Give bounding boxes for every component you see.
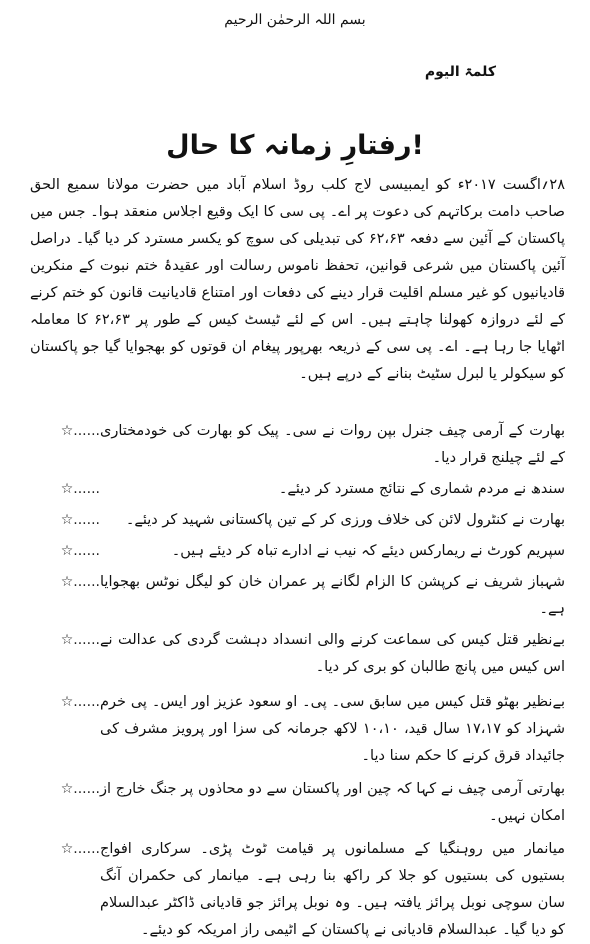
bullet-text: سپریم کورٹ نے ریمارکس دیئے کہ نیب نے ادارے تباہ کر دیئے ہیں۔ — [171, 543, 565, 559]
intro-paragraph: ۲۸؍اگست ۲۰۱۷ء کو ایمبیسی لاج کلب روڈ اسلام آباد میں حضرت مولانا سمیع الحق صاحب دامت برکاتہم کی دعوت پر اے۔ پی سی کا ایک وقیع اجلاس منعقد ہوا۔ جس میں پاکستان کے آئین سے دفعہ ۶۲،۶۳ کی تبدیلی کی سوچ کو یکسر مسترد کر دیا گیا۔ دراصل آئین پاکستان میں شرعی قوانین، تحفظ ناموس رسالت اور عقیدۂ ختم نبوت کے منکرین قادیانیوں کو غیر مسلم اقلیت قرار دینے کی دفعات اور امتناع قادیانیت قانون کو ختم کرنے کے لئے دروازہ کھولنا چاہتے ہیں۔ اس کے لئے ٹیسٹ کیس کے طور پر ۶۲،۶۳ کا معاملہ اٹھایا جا رہا ہے۔ اے۔ پی سی کے ذریعہ بھرپور پیغام ان قوتوں کو بھجوایا گیا جو پاکستان کو سیکولر یا لبرل سٹیٹ بنانے کے درپے ہیں۔ — [30, 177, 565, 382]
news-bullet-item — [30, 689, 565, 770]
star-icon: ☆...... — [60, 512, 100, 528]
news-bullet-item — [30, 418, 565, 472]
star-icon: ☆...... — [60, 481, 100, 497]
news-bullet-item — [30, 627, 565, 681]
news-bullet-item — [30, 507, 565, 534]
bullet-text: میانمار میں روہنگیا کے مسلمانوں پر قیامت ٹوٹ پڑی۔ سرکاری افواج بستیوں کی بستیوں کو جلا کر راکھ بنا رہی ہے۔ میانمار کی حکمران آنگ سان سوچی نوبل پرائز یافتہ ہیں۔ وہ نوبل پرائز جو قادیانی ڈاکٹر عبدالسلام کو دیا گیا۔ عبدالسلام قادیانی نے پاکستان کے اٹیمی راز امریکہ کو دیئے۔ — [100, 841, 565, 938]
bullet-text: بھارت نے کنٹرول لائن کی خلاف ورزی کر کے تین پاکستانی شہید کر دیئے۔ — [125, 512, 565, 528]
bullet-text: بھارتی آرمی چیف نے کہا کہ چین اور پاکستان سے دو محاذوں پر جنگ خارج از امکان نہیں۔ — [100, 781, 565, 824]
star-icon: ☆...... — [60, 694, 100, 710]
star-icon: ☆...... — [60, 574, 100, 590]
star-icon: ☆...... — [60, 841, 100, 857]
star-icon: ☆...... — [60, 543, 100, 559]
news-bullet-item — [30, 476, 565, 503]
news-bullet-item — [30, 538, 565, 565]
bullet-text: سندھ نے مردم شماری کے نتائج مسترد کر دیئے۔ — [278, 481, 565, 497]
news-bullet-item — [30, 836, 565, 944]
news-bullet-item — [30, 776, 565, 830]
bullet-text: شہباز شریف نے کرپشن کا الزام لگانے پر عمران خان کو لیگل نوٹس بھجوایا ہے۔ — [100, 574, 565, 617]
news-bullet-list — [30, 418, 565, 944]
star-icon: ☆...... — [60, 423, 100, 439]
news-bullet-item — [30, 569, 565, 623]
bismillah-heading: بسم اللہ الرحمٰن الرحیم — [224, 12, 366, 28]
star-icon: ☆...... — [60, 632, 100, 648]
column-name: کلمۃ الیوم — [424, 64, 496, 80]
page-title: رفتارِ زمانہ کا حال! — [166, 130, 424, 162]
bullet-text: بےنظیر قتل کیس کی سماعت کرنے والی انسداد دہشت گردی کی عدالت نے اس کیس میں پانچ طالبان کو بری کر دیا۔ — [100, 632, 565, 675]
bullet-text: بےنظیر بھٹو قتل کیس میں سابق سی۔ پی۔ او سعود عزیز اور ایس۔ پی خرم شہزاد کو ۱۷،۱۷ سال قید، ۱۰،۱۰ لاکھ جرمانہ کی سزا اور پرویز مشرف کی جائیداد قرق کرنے کا حکم سنا دیا۔ — [100, 694, 566, 764]
bullet-text: بھارت کے آرمی چیف جنرل بپن روات نے سی۔ پیک کو بھارت کی خودمختاری کے لئے چیلنج قرار دیا۔ — [100, 423, 565, 466]
star-icon: ☆...... — [60, 781, 100, 797]
